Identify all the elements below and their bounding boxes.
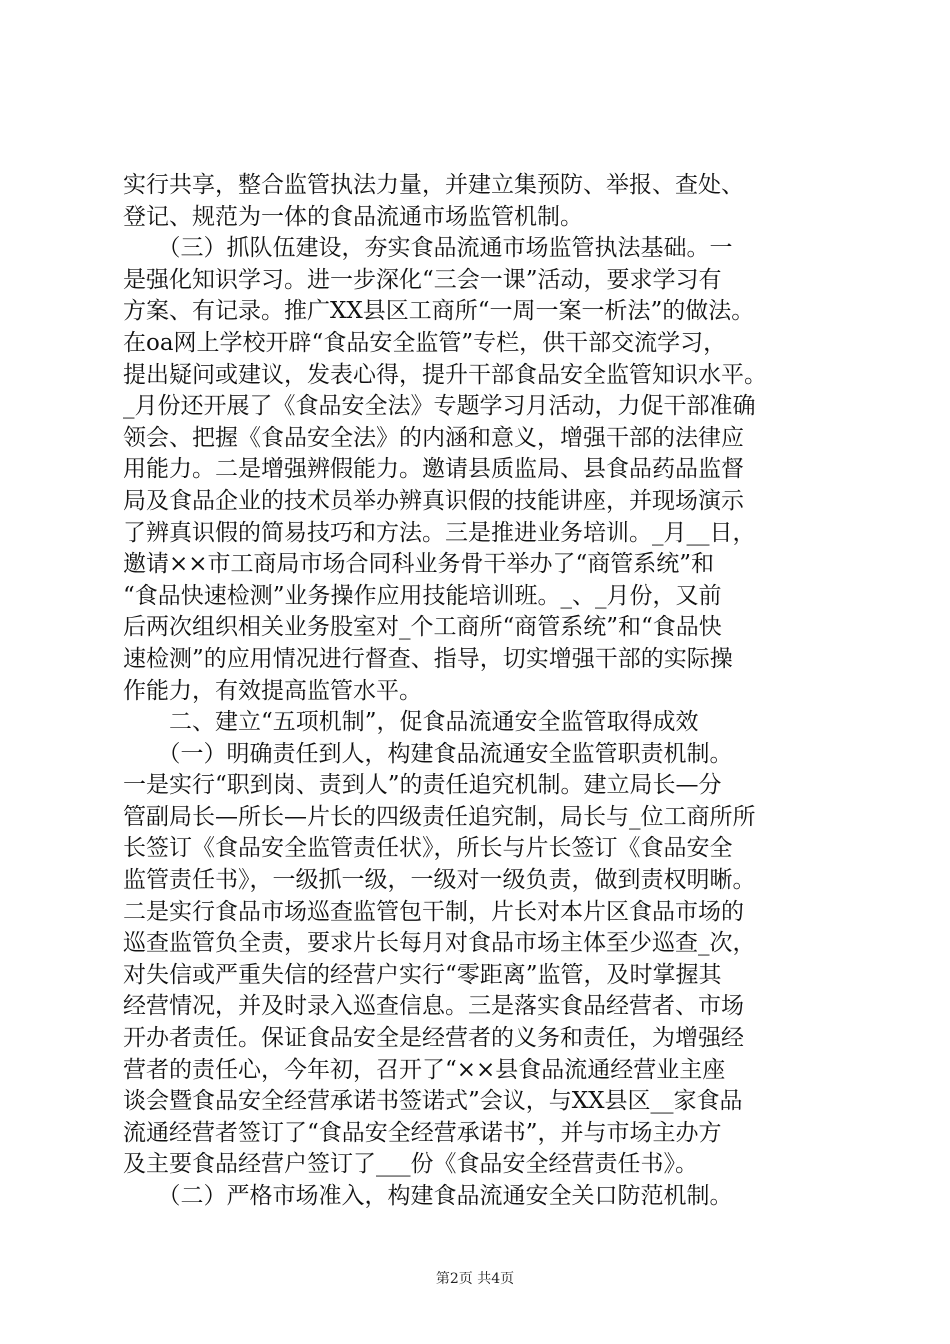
text-line: （三）抓队伍建设，夯实食品流通市场监管执法基础。一 [123, 235, 733, 262]
text-line: （一）明确责任到人，构建食品流通安全监管职责机制。 [123, 740, 733, 767]
text-line: 流通经营者签订了“食品安全经营承诺书”，并与市场主办方 [123, 1119, 722, 1146]
text-line: 对失信或严重失信的经营户实行“零距离”监管，及时掌握其 [123, 961, 722, 988]
text-line: 一是实行“职到岗、责到人”的责任追究机制。建立局长—分 [123, 772, 722, 799]
text-line: 二、建立“五项机制”，促食品流通安全监管取得成效 [123, 709, 699, 736]
document-body [123, 170, 833, 1213]
text-line: 及主要食品经营户签订了___份《食品安全经营责任书》。 [123, 1151, 698, 1178]
text-line: 经营情况，并及时录入巡查信息。三是落实食品经营者、市场 [123, 993, 744, 1020]
text-line: 长签订《食品安全监管责任状》，所长与片长签订《食品安全 [123, 835, 733, 862]
text-line: 巡查监管负全责，要求片长每月对食品市场主体至少巡查_次， [123, 930, 756, 957]
text-line: 营者的责任心，今年初，召开了“××县食品流通经营业主座 [123, 1056, 726, 1083]
text-line: 作能力，有效提高监管水平。 [123, 677, 422, 704]
text-line: 实行共享，整合监管执法力量，并建立集预防、举报、查处、 [123, 172, 744, 198]
text-line: 二是实行食品市场巡查监管包干制，片长对本片区食品市场的 [123, 898, 744, 925]
page-footer: 第2页 共4页 [435, 1271, 515, 1287]
text-line: 管副局长—所长—片长的四级责任追究制，局长与_位工商所所 [123, 803, 756, 830]
text-line: 方案、有记录。推广XX县区工商所“一周一案一析法”的做法。 [123, 298, 755, 325]
text-line: 是强化知识学习。进一步深化“三会一课”活动，要求学习有 [123, 266, 722, 293]
text-line: 领会、把握《食品安全法》的内涵和意义，增强干部的法律应 [123, 424, 744, 451]
text-line: 在oa网上学校开辟“食品安全监管”专栏，供干部交流学习， [123, 329, 727, 356]
text-line: “食品快速检测”业务操作应用技能培训班。_、_月份，又前 [123, 582, 722, 609]
text-line: 监管责任书》，一级抓一级，一级对一级负责，做到责权明晰。 [123, 867, 756, 894]
text-line: 速检测”的应用情况进行督查、指导，切实增强干部的实际操 [123, 645, 733, 672]
text-line: 了辨真识假的简易技巧和方法。三是推进业务培训。_月__日， [123, 519, 756, 546]
text-line: 邀请××市工商局市场合同科业务骨干举办了“商管系统”和 [123, 551, 715, 578]
text-line: 用能力。二是增强辨假能力。邀请县质监局、县食品药品监督 [123, 456, 744, 483]
text-line: （二）严格市场准入，构建食品流通安全关口防范机制。 [123, 1183, 733, 1209]
text-line: 提出疑问或建议，发表心得，提升干部食品安全监管知识水平。 [123, 361, 767, 388]
text-line: 局及食品企业的技术员举办辨真识假的技能讲座，并现场演示 [123, 487, 744, 514]
text-line: 谈会暨食品安全经营承诺书签诺式”会议，与XX县区__家食品 [123, 1088, 743, 1115]
text-line: 开办者责任。保证食品安全是经营者的义务和责任，为增强经 [123, 1025, 744, 1052]
text-line: 后两次组织相关业务股室对_个工商所“商管系统”和“食品快 [123, 614, 722, 641]
text-line: _月份还开展了《食品安全法》专题学习月活动，力促干部准确 [123, 393, 756, 420]
text-line: 登记、规范为一体的食品流通市场监管机制。 [123, 203, 583, 230]
